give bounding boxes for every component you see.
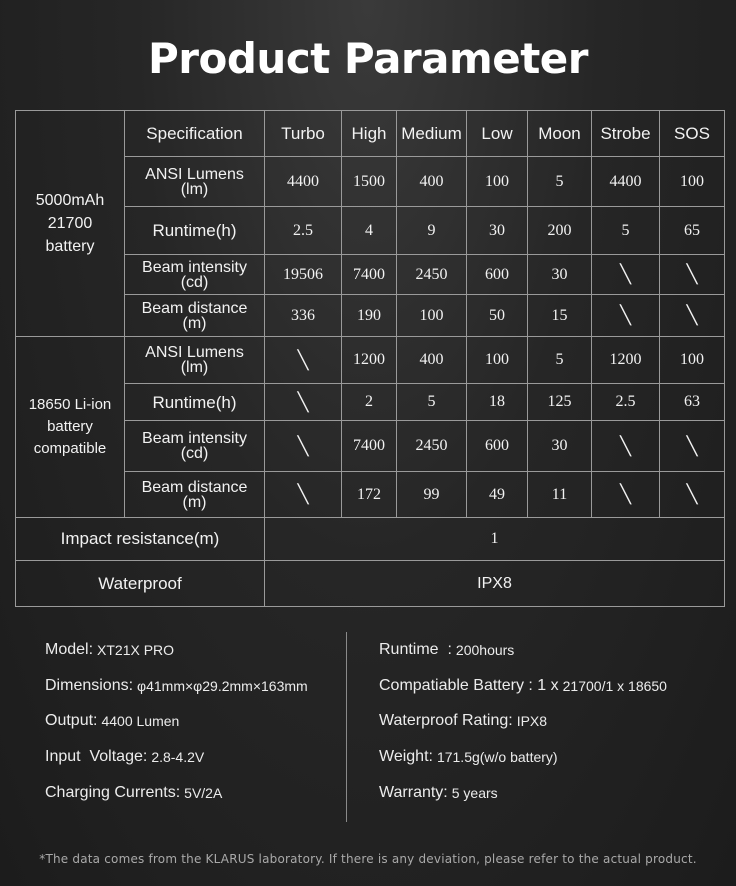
page-title: Product Parameter — [148, 34, 588, 83]
spec-label: Compatiable Battery : 1 x — [379, 676, 559, 694]
value-cell: 400 — [397, 157, 467, 207]
spec-label: Dimensions: — [45, 676, 134, 694]
value-cell: 200 — [528, 207, 592, 255]
value-cell: 400 — [397, 337, 467, 384]
spec-label: Weight: — [379, 748, 433, 766]
row-label — [125, 421, 265, 472]
value-cell: ╲ — [592, 472, 660, 518]
value-cell: 30 — [467, 207, 528, 255]
header-cell: Specification — [125, 111, 265, 157]
value-cell: 125 — [528, 384, 592, 421]
value-cell: 4400 — [592, 157, 660, 207]
value-cell: ╲ — [265, 472, 342, 518]
row-label — [125, 472, 265, 518]
value-cell: 2.5 — [265, 207, 342, 255]
value-cell: 100 — [467, 157, 528, 207]
row-label — [125, 337, 265, 384]
spec-item-runtime — [379, 632, 667, 668]
row-label — [125, 157, 265, 207]
row-label — [125, 255, 265, 295]
row-label-line: (lm) — [180, 359, 209, 376]
spec-item-dimensions — [45, 668, 308, 704]
battery-line: 18650 Li-ion — [28, 396, 112, 413]
spec-value: 5V/2A — [184, 785, 223, 802]
row-label-line: Beam distance — [141, 478, 248, 496]
value-cell: 5 — [592, 207, 660, 255]
battery-line: compatible — [33, 440, 107, 457]
impact-label: Impact resistance(m) — [16, 518, 265, 561]
spec-item-waterproof-rating — [379, 704, 667, 740]
waterproof-row — [16, 561, 725, 607]
waterproof-label: Waterproof — [16, 561, 265, 607]
spec-value: 21700/1 x 18650 — [562, 677, 667, 694]
header-cell: Strobe — [592, 111, 660, 157]
spec-value: 2.8-4.2V — [151, 749, 205, 766]
value-cell: 7400 — [342, 421, 397, 472]
value-cell: ╲ — [660, 255, 725, 295]
battery-group-18650 — [16, 337, 125, 518]
value-cell: 100 — [467, 337, 528, 384]
row-label-line: (lm) — [180, 180, 209, 198]
value-cell: 9 — [397, 207, 467, 255]
spec-value: φ41mm×φ29.2mm×163mm — [137, 677, 308, 694]
value-cell: 2450 — [397, 421, 467, 472]
value-cell: 4 — [342, 207, 397, 255]
spec-item-charging-currents — [45, 775, 308, 811]
table-row — [16, 337, 725, 384]
row-label-line: ANSI Lumens — [145, 165, 244, 183]
header-cell: Moon — [528, 111, 592, 157]
spec-label: Waterproof Rating: — [379, 712, 513, 730]
value-cell: 1500 — [342, 157, 397, 207]
spec-item-battery — [379, 668, 667, 704]
spec-value: 5 years — [451, 785, 498, 802]
header-cell: Turbo — [265, 111, 342, 157]
header-cell: Low — [467, 111, 528, 157]
header-cell: Medium — [397, 111, 467, 157]
battery-line: battery — [47, 418, 93, 435]
row-label-line: ANSI Lumens — [145, 344, 244, 361]
value-cell: 190 — [342, 295, 397, 337]
value-cell: 99 — [397, 472, 467, 518]
spec-label: Input Voltage: — [45, 748, 148, 766]
spec-item-model — [45, 632, 308, 668]
spec-value: IPX8 — [516, 713, 548, 730]
row-label: Runtime(h) — [125, 384, 265, 421]
spec-item-input-voltage — [45, 739, 308, 775]
specs-right-list — [379, 632, 667, 811]
row-label-line: Beam intensity — [142, 430, 247, 447]
header-cell: High — [342, 111, 397, 157]
footnote: *The data comes from the KLARUS laboratory. If there is any deviation, please refer to the actual product. — [39, 852, 697, 866]
value-cell: 4400 — [265, 157, 342, 207]
row-label-line: Beam distance — [141, 299, 248, 317]
row-label — [125, 295, 265, 337]
value-cell: ╲ — [265, 421, 342, 472]
value-cell: 7400 — [342, 255, 397, 295]
waterproof-value: IPX8 — [265, 561, 725, 607]
battery-line: 21700 — [47, 215, 93, 232]
row-label-line: Beam intensity — [142, 258, 247, 276]
table-header-row — [16, 111, 725, 157]
impact-row — [16, 518, 725, 561]
spec-value: 200hours — [455, 641, 515, 658]
spec-label: Output: — [45, 712, 98, 730]
value-cell: 100 — [397, 295, 467, 337]
value-cell: 30 — [528, 421, 592, 472]
value-cell: 50 — [467, 295, 528, 337]
value-cell: ╲ — [592, 255, 660, 295]
spec-table — [15, 110, 725, 607]
value-cell: 63 — [660, 384, 725, 421]
value-cell: 49 — [467, 472, 528, 518]
battery-line: battery — [45, 238, 95, 255]
spec-item-output — [45, 704, 308, 740]
spec-value: XT21X PRO — [97, 641, 175, 658]
value-cell: 2 — [342, 384, 397, 421]
value-cell: 600 — [467, 421, 528, 472]
value-cell: 5 — [397, 384, 467, 421]
value-cell: ╲ — [660, 472, 725, 518]
spec-value: 171.5g(w/o battery) — [436, 749, 558, 766]
spec-label: Warranty: — [379, 784, 448, 802]
value-cell: ╲ — [660, 421, 725, 472]
value-cell: 600 — [467, 255, 528, 295]
spec-label: Runtime : — [379, 640, 452, 658]
header-cell: SOS — [660, 111, 725, 157]
spec-value: 4400 Lumen — [101, 713, 180, 730]
value-cell: ╲ — [265, 337, 342, 384]
row-label-line: (m) — [182, 314, 207, 332]
row-label-line: (cd) — [180, 445, 209, 462]
value-cell: ╲ — [660, 295, 725, 337]
value-cell: 18 — [467, 384, 528, 421]
value-cell: 2450 — [397, 255, 467, 295]
value-cell: 5 — [528, 337, 592, 384]
specs-left-list — [45, 632, 308, 811]
value-cell: 1200 — [592, 337, 660, 384]
spec-label: Charging Currents: — [45, 784, 181, 802]
impact-value: 1 — [265, 518, 725, 561]
value-cell: 5 — [528, 157, 592, 207]
spec-label: Model: — [45, 640, 94, 658]
row-label-line: (cd) — [180, 273, 209, 291]
row-label-line: (m) — [182, 493, 207, 511]
value-cell: 30 — [528, 255, 592, 295]
value-cell: ╲ — [265, 384, 342, 421]
value-cell: 19506 — [265, 255, 342, 295]
value-cell: 65 — [660, 207, 725, 255]
battery-line: 5000mAh — [35, 192, 105, 209]
value-cell: 172 — [342, 472, 397, 518]
value-cell: ╲ — [592, 421, 660, 472]
value-cell: 100 — [660, 337, 725, 384]
spec-item-warranty — [379, 775, 667, 811]
value-cell: 2.5 — [592, 384, 660, 421]
value-cell: ╲ — [592, 295, 660, 337]
row-label: Runtime(h) — [125, 207, 265, 255]
value-cell: 336 — [265, 295, 342, 337]
value-cell: 100 — [660, 157, 725, 207]
spec-item-weight — [379, 739, 667, 775]
value-cell: 11 — [528, 472, 592, 518]
value-cell: 15 — [528, 295, 592, 337]
battery-group-21700 — [16, 111, 125, 337]
column-divider — [346, 632, 347, 822]
value-cell: 1200 — [342, 337, 397, 384]
